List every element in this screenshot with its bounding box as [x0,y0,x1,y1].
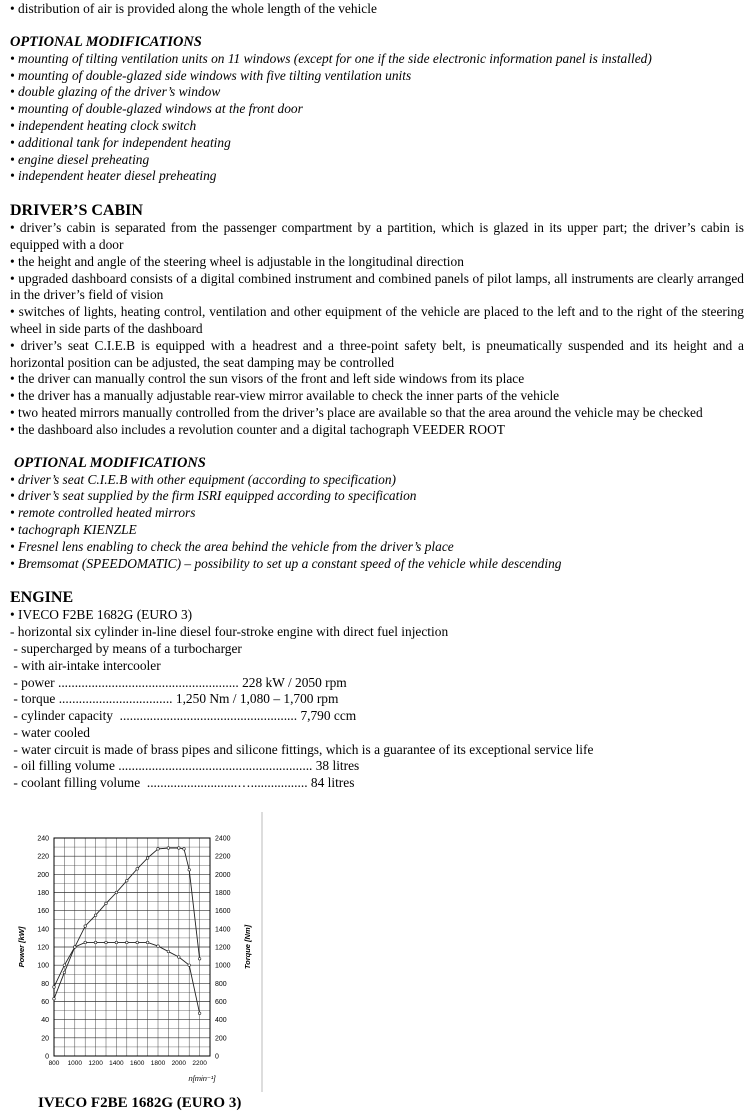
y-tick-label: 40 [41,1017,49,1025]
torque-point [84,941,87,944]
list-item: • tachograph KIENZLE [10,521,137,537]
y-tick-label: 220 [37,853,49,861]
list-item: • mounting of double-glazed side windows with five tilting ventilation units [10,67,412,83]
list-item: - supercharged by means of a turbocharger [10,640,242,656]
power-point [188,868,191,871]
power-point [178,847,181,850]
x-tick-label: 1800 [150,1060,166,1067]
y-tick-label: 120 [37,944,49,952]
intro-line: • distribution of air is provided along the whole length of the vehicle [10,1,377,16]
list-item: • Fresnel lens enabling to check the area behind the vehicle from the driver’s place [10,538,454,554]
list-item: • the height and angle of the steering wheel is adjustable in the longitudinal direction [10,253,464,269]
y2-tick-label: 0 [215,1053,219,1061]
power-point [126,879,129,882]
list-item: - water cooled [10,724,90,740]
list-item: • additional tank for independent heating [10,134,231,150]
y2-tick-label: 1600 [215,908,231,916]
optional-modifications-list [10,51,744,185]
engine-spec-list [10,607,744,792]
list-item: • the driver can manually control the sun visors of the front and left side windows from its place [10,371,525,387]
list-item: • mounting of tilting ventilation units on 11 windows (except for one if the side electronic information panel is installed) [10,50,652,66]
y-tick-label: 140 [37,926,49,934]
x-tick-label: 1200 [88,1060,103,1067]
engine-characteristics-chart [10,812,264,1092]
power-point [53,997,56,1000]
list-item: • double glazing of the driver’s window [10,84,221,100]
list-item: • Bremsomat (SPEEDOMATIC) – possibility to set up a constant speed of the vehicle while descending [10,555,562,571]
optional-modifications-heading: OPTIONAL MODIFICATIONS [14,454,206,471]
list-item: - coolant filling volume ...........................…................. 84 litres [10,775,355,791]
y-axis-label: Power [kW] [17,926,26,968]
y2-tick-label: 2400 [215,835,231,843]
drivers-cabin-heading: DRIVER’S CABIN [10,202,143,220]
y2-tick-label: 2000 [215,871,231,879]
list-item: - oil filling volume .......................................................... 38 litres [10,758,360,774]
y-tick-label: 100 [37,962,49,970]
torque-point [126,941,129,944]
list-item: • remote controlled heated mirrors [10,505,196,521]
list-item: • driver’s cabin is separated from the passenger compartment by a partition, which is glazed in its upper part; the driver’s cabin is equipped with a door [10,220,744,252]
torque-point [94,941,97,944]
power-point [146,857,149,860]
list-item: • driver’s seat supplied by the firm ISRI equipped according to specification [10,488,417,504]
list-item: - water circuit is made of brass pipes and silicone fittings, which is a guarantee of its exceptional service life [10,741,594,757]
list-item: - power ...................................................... 228 kW / 2050 rpm [10,674,347,690]
power-point [84,925,87,928]
y-tick-label: 0 [45,1053,49,1061]
y2-tick-label: 600 [215,999,227,1006]
list-item: • the driver has a manually adjustable rear-view mirror available to check the inner parts of the vehicle [10,388,560,404]
y2-tick-label: 400 [215,1017,227,1025]
x-tick-label: 800 [48,1060,60,1067]
power-point [183,848,186,851]
list-item: • the dashboard also includes a revolution counter and a digital tachograph VEEDER ROOT [10,421,505,437]
list-item: • switches of lights, heating control, ventilation and other equipment of the vehicle are placed to the left and to the right of the steering wheel in side parts of the dashboard [10,304,744,336]
chart-svg [10,812,264,1092]
x-axis-label: n[min⁻¹] [188,1074,216,1083]
power-point [105,902,108,905]
y2-tick-label: 1000 [215,962,231,970]
y2-axis-label: Torque [Nm] [243,924,252,970]
torque-point [105,941,108,944]
list-item: • engine diesel preheating [10,151,150,167]
list-item: - cylinder capacity ..................................................... 7,790 ccm [10,708,357,724]
x-tick-label: 1600 [129,1060,145,1067]
optional-modifications-list [10,472,744,573]
y2-tick-label: 1400 [215,926,231,934]
torque-point [115,941,118,944]
power-point [94,914,97,917]
list-item: • independent heating clock switch [10,117,197,133]
power-point [167,847,170,850]
drivers-cabin-list [10,220,744,438]
y-tick-label: 200 [37,871,49,879]
list-item: • two heated mirrors manually controlled from the driver’s place are available so that the area around the vehicle may be checked [10,404,703,420]
list-item: • driver’s seat C.I.E.B with other equipment (according to specification) [10,471,397,487]
x-tick-label: 2000 [171,1060,187,1067]
list-item: - horizontal six cylinder in-line diesel four-stroke engine with direct fuel injection [10,624,449,640]
list-item: - with air-intake intercooler [10,657,161,673]
torque-point [188,964,191,967]
y-tick-label: 20 [41,1035,49,1043]
y2-tick-label: 800 [215,980,227,988]
power-point [115,891,118,894]
document-page [10,0,744,792]
list-item: • upgraded dashboard consists of a digital combined instrument and combined panels of pilot lamps, all instruments are clearly arranged in the driver’s field of vision [10,270,744,303]
engine-heading: ENGINE [10,589,74,607]
torque-point [63,964,66,967]
torque-point [178,956,181,959]
y2-tick-label: 200 [215,1035,227,1043]
power-point [63,971,66,974]
list-item: • independent heater diesel preheating [10,168,217,184]
list-item: - torque .................................. 1,250 Nm / 1,080 – 1,700 rpm [10,691,339,707]
optional-modifications-heading: OPTIONAL MODIFICATIONS [10,33,202,50]
torque-point [198,1012,201,1015]
x-tick-label: 1000 [67,1060,83,1067]
x-tick-label: 2200 [192,1060,207,1067]
x-tick-label: 1400 [109,1060,124,1067]
y2-tick-label: 1800 [215,890,231,897]
list-item: • mounting of double-glazed windows at the front door [10,101,303,117]
y-tick-label: 240 [37,835,49,843]
torque-point [74,946,77,949]
y-tick-label: 80 [41,980,49,988]
chart-caption: IVECO F2BE 1682G (EURO 3) [38,1095,242,1111]
torque-point [136,941,139,944]
power-point [136,868,139,871]
list-item: • driver’s seat C.I.E.B is equipped with a headrest and a three-point safety belt, is pneumatically suspended and its height and a horizontal position can be adjusted, the seat damping may be controlled [10,337,744,370]
torque-point [53,986,56,989]
y-tick-label: 60 [41,999,49,1006]
list-item: • IVECO F2BE 1682G (EURO 3) [10,607,193,623]
y-tick-label: 180 [37,890,49,897]
torque-point [167,950,170,953]
torque-point [146,941,149,944]
y2-tick-label: 1200 [215,944,231,952]
torque-point [157,945,160,948]
power-point [157,848,160,851]
y-tick-label: 160 [37,908,49,916]
power-point [198,958,201,961]
y2-tick-label: 2200 [215,853,231,861]
